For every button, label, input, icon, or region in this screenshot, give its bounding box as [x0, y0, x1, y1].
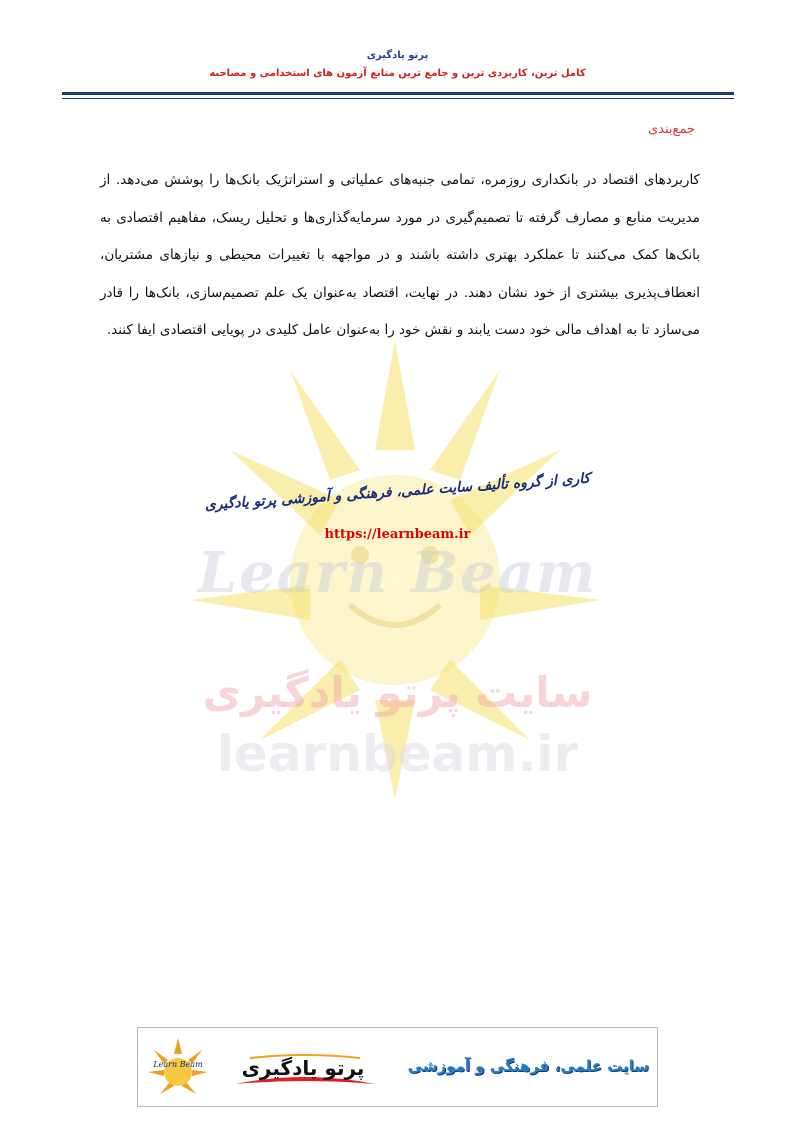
section-heading: جمع‌بندی: [647, 122, 695, 137]
header-title: پرتو یادگیری: [366, 50, 429, 61]
header-subtitle: کامل ترین، کاربردی ترین و جامع ترین منابع آزمون های استخدامی و مصاحبه: [209, 68, 586, 79]
watermark-site-name: سایت پرتو یادگیری: [202, 668, 593, 717]
watermark-logo-text: Learn Beam: [197, 540, 598, 606]
body-paragraph: کاربردهای اقتصاد در بانکداری روزمره، تمامی جنبه‌های عملیاتی و استراتژیک بانک‌ها را پوشش می‌دهد. از مدیریت منابع و مصارف گرفته تا تصمیم‌گیری در مورد سرمایه‌گذاری‌ها و تحلیل ریسک، مفاهیم اقتصادی به بانک‌ها کمک می‌کنند تا عملکرد بهتری داشته باشند و در مواجهه با تغییرات محیطی و نیازهای مشتریان، انعطاف‌پذیری بیشتری از خود نشان دهند. در نهایت، اقتصاد به‌عنوان یک علم تصمیم‌سازی، بانک‌ها را قادر می‌سازد تا به اهداف مالی خود دست یابند و نقش خود را به‌عنوان عامل کلیدی در پویایی اقتصادی ایفا کنند.: [100, 172, 700, 338]
banner-tagline: سایت علمی، فرهنگی و آموزشی: [407, 1057, 649, 1075]
credit-line: کاری از گروه تألیف سایت علمی، فرهنگی و آموزشی پرتو یادگیری: [204, 470, 591, 514]
footer-banner[interactable]: [137, 1027, 658, 1107]
header-divider: [62, 92, 734, 99]
banner-brand-name: پرتو یادگیری: [241, 1056, 365, 1080]
site-url-link[interactable]: https://learnbeam.ir: [324, 527, 471, 542]
banner-logo-text: Learn Beam: [153, 1060, 203, 1069]
watermark-domain: learnbeam.ir: [216, 725, 579, 783]
